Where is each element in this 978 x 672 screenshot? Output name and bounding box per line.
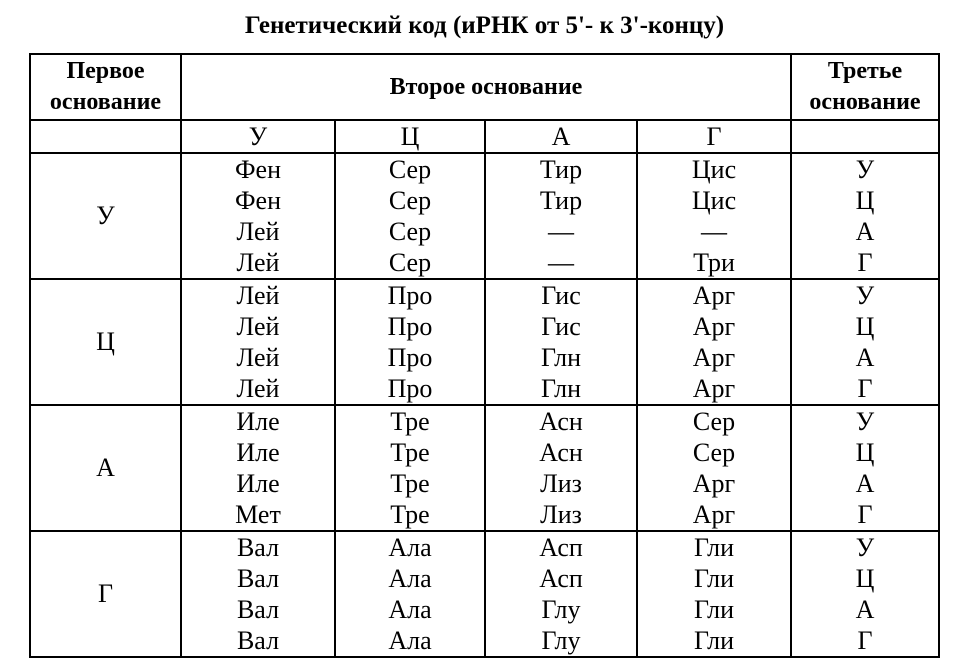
amino-value: Вал <box>236 533 280 562</box>
third-base-cell <box>791 405 939 531</box>
subheader-empty-first <box>30 120 181 153</box>
amino-value: Глн <box>541 343 581 372</box>
amino-value: Гис <box>541 281 581 310</box>
amino-cell-u-c <box>335 153 485 279</box>
amino-value: Арг <box>692 281 736 310</box>
amino-value: Сер <box>388 155 432 184</box>
first-base-cell: А <box>30 405 181 531</box>
third-base-value: У <box>855 155 875 184</box>
amino-value: Ала <box>388 533 432 562</box>
amino-value: Лей <box>236 248 280 277</box>
amino-value: Тре <box>390 500 430 529</box>
amino-value: Тре <box>390 407 430 436</box>
amino-value: Сер <box>692 407 736 436</box>
group-row-g <box>30 531 939 657</box>
amino-value: Фен <box>235 186 281 215</box>
header-first-base: Первое основание <box>30 54 181 120</box>
amino-value: Про <box>387 374 433 403</box>
header-second-base: Второе основание <box>181 54 791 120</box>
first-base-cell: Г <box>30 531 181 657</box>
amino-value: Про <box>387 281 433 310</box>
amino-cell-a-g <box>637 405 791 531</box>
amino-value: Лиз <box>540 469 582 498</box>
amino-value: Асп <box>539 533 583 562</box>
amino-cell-g-g <box>637 531 791 657</box>
amino-value: Про <box>387 343 433 372</box>
amino-cell-c-u <box>181 279 335 405</box>
amino-value: Лей <box>236 217 280 246</box>
amino-value: Ала <box>388 595 432 624</box>
amino-value: Сер <box>692 438 736 467</box>
subheader-letter-c: Ц <box>335 120 485 153</box>
amino-value: Арг <box>692 374 736 403</box>
amino-cell-a-u <box>181 405 335 531</box>
amino-cell-c-a <box>485 279 637 405</box>
header-row <box>30 54 939 120</box>
third-base-value: У <box>855 533 875 562</box>
amino-cell-u-g <box>637 153 791 279</box>
third-base-value: А <box>855 217 875 246</box>
amino-value: Вал <box>236 595 280 624</box>
header-third-base: Третье основание <box>791 54 939 120</box>
first-base-cell: Ц <box>30 279 181 405</box>
amino-value: Лей <box>236 343 280 372</box>
first-base-cell: У <box>30 153 181 279</box>
amino-cell-a-c <box>335 405 485 531</box>
amino-value: Тир <box>539 155 583 184</box>
third-base-value: Г <box>857 248 873 277</box>
amino-value: Асн <box>539 438 583 467</box>
third-base-value: А <box>855 469 875 498</box>
amino-value: Ала <box>388 626 432 655</box>
third-base-value: Ц <box>855 438 875 467</box>
page-title: Генетический код (иРНК от 5'- к 3'-концу) <box>244 12 725 39</box>
amino-value: Тир <box>539 186 583 215</box>
amino-value: Гли <box>694 595 734 624</box>
third-base-value: Г <box>857 374 873 403</box>
amino-value: Лей <box>236 374 280 403</box>
amino-value: Три <box>693 248 735 277</box>
third-base-value: Ц <box>855 312 875 341</box>
amino-cell-u-u <box>181 153 335 279</box>
third-base-value: А <box>855 595 875 624</box>
amino-value: Асн <box>539 407 583 436</box>
amino-value: Цис <box>691 155 737 184</box>
amino-value: Глу <box>541 595 581 624</box>
third-base-value: У <box>855 281 875 310</box>
third-base-value: У <box>855 407 875 436</box>
amino-value: Цис <box>691 186 737 215</box>
amino-value: — <box>548 248 574 277</box>
amino-value: Сер <box>388 217 432 246</box>
amino-value: Лей <box>236 312 280 341</box>
amino-value: Глн <box>541 374 581 403</box>
amino-value: Арг <box>692 343 736 372</box>
third-base-value: А <box>855 343 875 372</box>
amino-value: Арг <box>692 469 736 498</box>
amino-cell-u-a <box>485 153 637 279</box>
amino-value: Иле <box>236 438 280 467</box>
amino-value: Гли <box>694 564 734 593</box>
amino-value: Вал <box>236 564 280 593</box>
group-row-u <box>30 153 939 279</box>
amino-cell-c-c <box>335 279 485 405</box>
third-base-value: Ц <box>855 186 875 215</box>
subheader-row <box>30 120 939 153</box>
amino-value: — <box>548 217 574 246</box>
amino-cell-c-g <box>637 279 791 405</box>
amino-cell-a-a <box>485 405 637 531</box>
amino-value: Иле <box>236 407 280 436</box>
amino-cell-g-u <box>181 531 335 657</box>
amino-value: Мет <box>235 500 281 529</box>
amino-cell-g-c <box>335 531 485 657</box>
group-row-c <box>30 279 939 405</box>
amino-value: Глу <box>541 626 581 655</box>
amino-value: Лей <box>236 281 280 310</box>
amino-value: Про <box>387 312 433 341</box>
amino-value: Фен <box>235 155 281 184</box>
amino-value: Вал <box>236 626 280 655</box>
third-base-value: Г <box>857 500 873 529</box>
third-base-cell <box>791 153 939 279</box>
amino-value: Гис <box>541 312 581 341</box>
amino-value: Асп <box>539 564 583 593</box>
amino-value: Тре <box>390 438 430 467</box>
third-base-value: Ц <box>855 564 875 593</box>
amino-value: Ала <box>388 564 432 593</box>
subheader-empty-last <box>791 120 939 153</box>
amino-value: Гли <box>694 533 734 562</box>
group-row-a <box>30 405 939 531</box>
third-base-value: Г <box>857 626 873 655</box>
amino-value: Иле <box>236 469 280 498</box>
subheader-letter-a: А <box>485 120 637 153</box>
subheader-letter-u: У <box>181 120 335 153</box>
amino-value: Сер <box>388 186 432 215</box>
subheader-letter-g: Г <box>637 120 791 153</box>
third-base-cell <box>791 531 939 657</box>
amino-value: Арг <box>692 312 736 341</box>
third-base-cell <box>791 279 939 405</box>
amino-value: Арг <box>692 500 736 529</box>
amino-value: — <box>701 217 727 246</box>
amino-value: Гли <box>694 626 734 655</box>
amino-cell-g-a <box>485 531 637 657</box>
genetic-code-table <box>29 53 940 658</box>
amino-value: Тре <box>390 469 430 498</box>
amino-value: Лиз <box>540 500 582 529</box>
amino-value: Сер <box>388 248 432 277</box>
